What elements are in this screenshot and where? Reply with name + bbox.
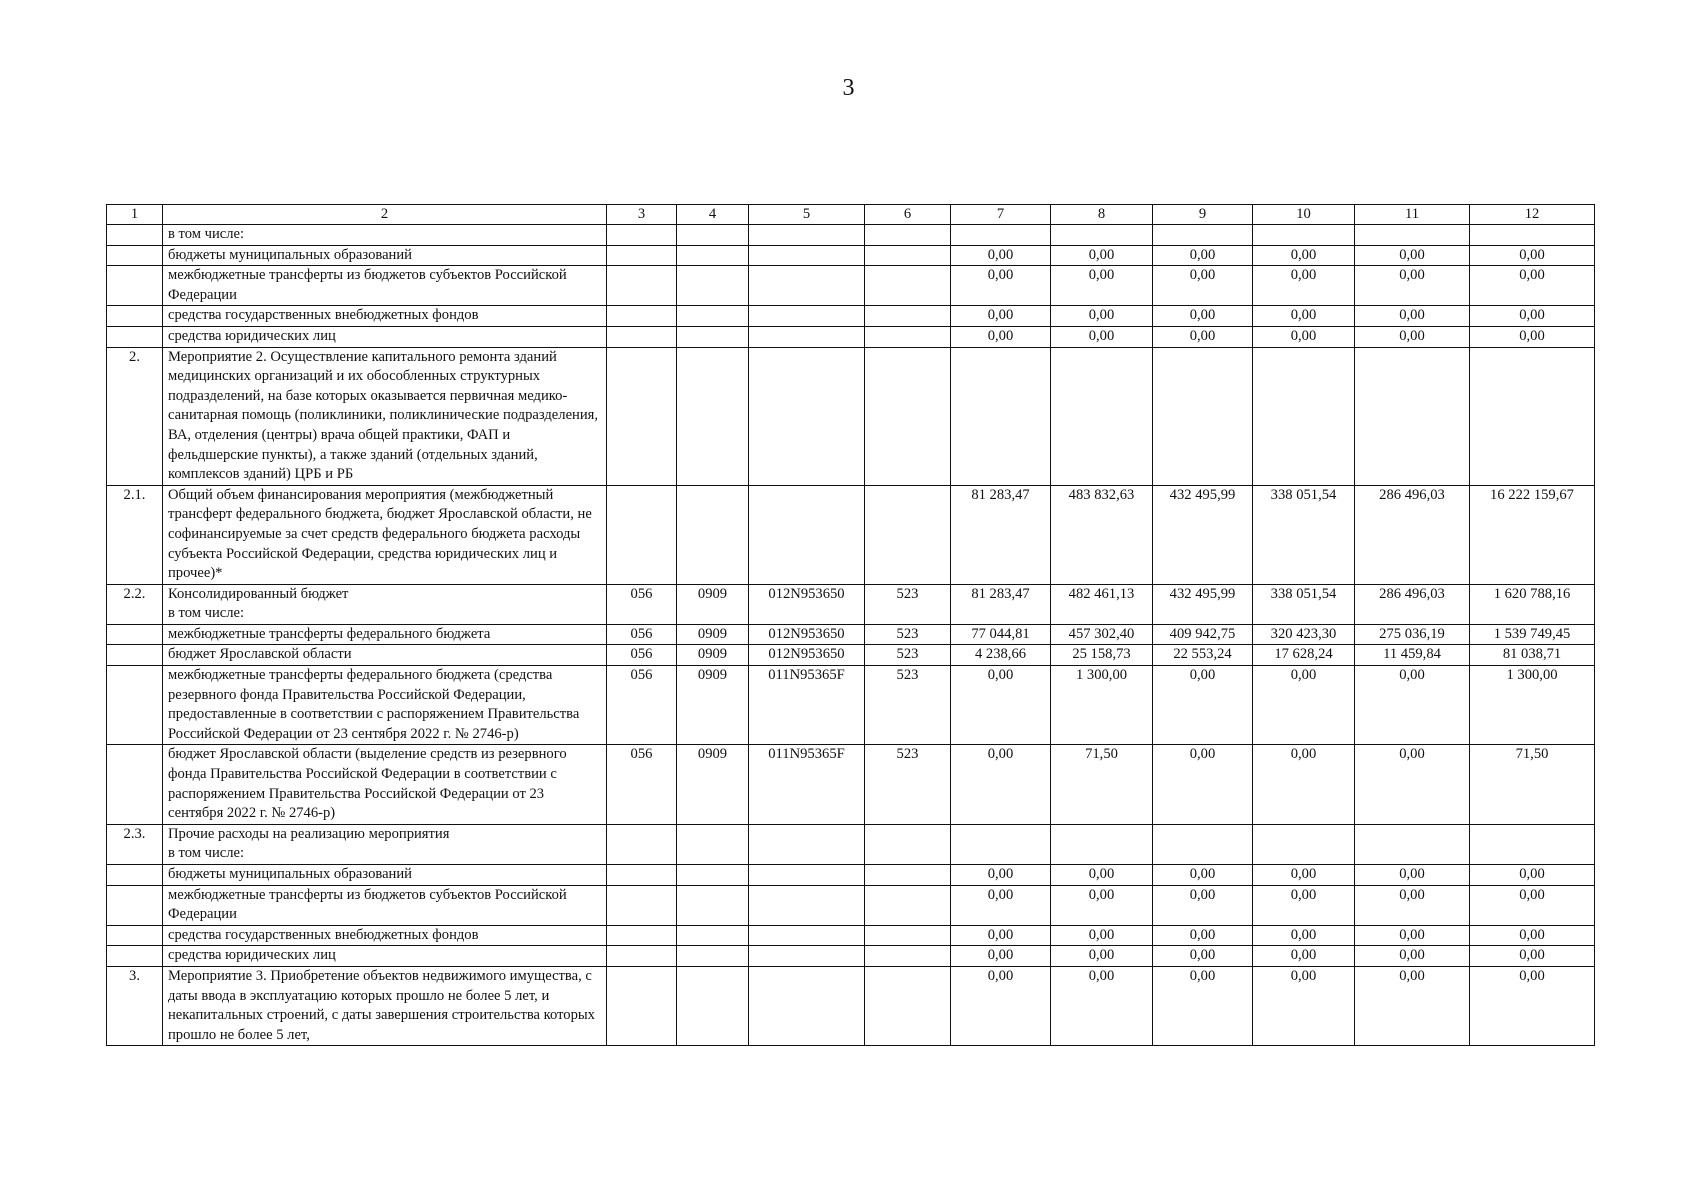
value-col11-cell: 0,00 bbox=[1355, 666, 1470, 745]
value-col12-cell: 0,00 bbox=[1470, 306, 1595, 327]
code-col6-cell: 523 bbox=[865, 666, 951, 745]
table-row bbox=[107, 666, 1595, 745]
value-col10-cell: 17 628,24 bbox=[1253, 645, 1355, 666]
code-col3-cell: 056 bbox=[607, 584, 677, 624]
row-number-cell: 2. bbox=[107, 347, 163, 485]
value-col7-cell: 77 044,81 bbox=[951, 624, 1051, 645]
value-col12-cell: 0,00 bbox=[1470, 865, 1595, 886]
code-col6-cell bbox=[865, 266, 951, 306]
column-header: 6 bbox=[865, 205, 951, 225]
code-col4-cell bbox=[677, 326, 749, 347]
code-col6-cell bbox=[865, 245, 951, 266]
code-col3-cell bbox=[607, 225, 677, 246]
row-description-cell: средства государственных внебюджетных фондов bbox=[163, 925, 607, 946]
code-col4-cell bbox=[677, 824, 749, 864]
value-col11-cell: 11 459,84 bbox=[1355, 645, 1470, 666]
column-header: 4 bbox=[677, 205, 749, 225]
code-col4-cell bbox=[677, 925, 749, 946]
code-col6-cell bbox=[865, 347, 951, 485]
value-col12-cell: 1 300,00 bbox=[1470, 666, 1595, 745]
code-col6-cell bbox=[865, 824, 951, 864]
code-col6-cell bbox=[865, 306, 951, 327]
row-description-cell: бюджет Ярославской области bbox=[163, 645, 607, 666]
value-col7-cell: 0,00 bbox=[951, 925, 1051, 946]
value-col9-cell bbox=[1153, 225, 1253, 246]
column-header: 7 bbox=[951, 205, 1051, 225]
value-col8-cell bbox=[1051, 824, 1153, 864]
value-col7-cell bbox=[951, 347, 1051, 485]
row-description-cell: средства юридических лиц bbox=[163, 946, 607, 967]
code-col5-cell: 012N953650 bbox=[749, 645, 865, 666]
value-col12-cell: 1 539 749,45 bbox=[1470, 624, 1595, 645]
row-number-cell bbox=[107, 266, 163, 306]
value-col11-cell: 286 496,03 bbox=[1355, 485, 1470, 584]
row-number-cell bbox=[107, 666, 163, 745]
value-col11-cell: 0,00 bbox=[1355, 266, 1470, 306]
value-col12-cell bbox=[1470, 824, 1595, 864]
value-col7-cell: 0,00 bbox=[951, 966, 1051, 1045]
value-col9-cell: 0,00 bbox=[1153, 266, 1253, 306]
budget-table bbox=[106, 204, 1595, 1046]
row-number-cell bbox=[107, 326, 163, 347]
value-col8-cell: 0,00 bbox=[1051, 245, 1153, 266]
code-col3-cell: 056 bbox=[607, 645, 677, 666]
code-col3-cell bbox=[607, 347, 677, 485]
table-row bbox=[107, 485, 1595, 584]
row-number-cell bbox=[107, 865, 163, 886]
value-col10-cell: 0,00 bbox=[1253, 245, 1355, 266]
code-col5-cell bbox=[749, 245, 865, 266]
value-col10-cell: 338 051,54 bbox=[1253, 584, 1355, 624]
value-col8-cell: 71,50 bbox=[1051, 745, 1153, 824]
row-description-cell: Общий объем финансирования мероприятия (межбюджетный трансферт федерального бюджета, бюджет Ярославской области, не софинансируемые за счет средств федерального бюджета расходы субъекта Российской Федерации, средства юридических лиц и прочее)* bbox=[163, 485, 607, 584]
code-col6-cell: 523 bbox=[865, 645, 951, 666]
row-description-cell: Мероприятие 2. Осуществление капитального ремонта зданий медицинских организаций и их обособленных структурных подразделений, на базе которых оказывается первичная медико-санитарная помощь (поликлиники, поликлинические подразделения, ВА, отделения (центры) врача общей практики, ФАП и фельдшерские пункты), а также зданий (отдельных зданий, комплексов зданий) ЦРБ и РБ bbox=[163, 347, 607, 485]
code-col3-cell bbox=[607, 266, 677, 306]
code-col6-cell bbox=[865, 225, 951, 246]
code-col3-cell bbox=[607, 824, 677, 864]
row-number-cell bbox=[107, 245, 163, 266]
code-col6-cell: 523 bbox=[865, 624, 951, 645]
row-description-cell: межбюджетные трансферты из бюджетов субъектов Российской Федерации bbox=[163, 266, 607, 306]
row-number-cell bbox=[107, 624, 163, 645]
code-col4-cell: 0909 bbox=[677, 624, 749, 645]
code-col6-cell bbox=[865, 885, 951, 925]
value-col12-cell: 0,00 bbox=[1470, 946, 1595, 967]
column-header: 3 bbox=[607, 205, 677, 225]
code-col3-cell: 056 bbox=[607, 624, 677, 645]
code-col3-cell bbox=[607, 326, 677, 347]
row-number-cell: 3. bbox=[107, 966, 163, 1045]
value-col8-cell: 0,00 bbox=[1051, 306, 1153, 327]
value-col12-cell bbox=[1470, 347, 1595, 485]
code-col3-cell bbox=[607, 245, 677, 266]
code-col6-cell bbox=[865, 865, 951, 886]
value-col9-cell bbox=[1153, 347, 1253, 485]
row-number-cell bbox=[107, 645, 163, 666]
code-col5-cell bbox=[749, 885, 865, 925]
value-col10-cell: 0,00 bbox=[1253, 266, 1355, 306]
value-col7-cell bbox=[951, 225, 1051, 246]
row-description-cell: Мероприятие 3. Приобретение объектов недвижимого имущества, с даты ввода в эксплуатацию которых прошло не более 5 лет, и некапитальных строений, с даты завершения строительства которых прошло не более 5 лет, bbox=[163, 966, 607, 1045]
code-col5-cell: 011N95365F bbox=[749, 745, 865, 824]
table-row bbox=[107, 865, 1595, 886]
value-col10-cell: 0,00 bbox=[1253, 946, 1355, 967]
budget-table-container bbox=[106, 204, 1594, 1046]
value-col9-cell bbox=[1153, 824, 1253, 864]
code-col3-cell bbox=[607, 966, 677, 1045]
column-header: 9 bbox=[1153, 205, 1253, 225]
value-col12-cell: 71,50 bbox=[1470, 745, 1595, 824]
code-col5-cell bbox=[749, 266, 865, 306]
table-row bbox=[107, 824, 1595, 864]
code-col5-cell bbox=[749, 925, 865, 946]
value-col9-cell: 0,00 bbox=[1153, 245, 1253, 266]
code-col4-cell bbox=[677, 946, 749, 967]
code-col4-cell bbox=[677, 225, 749, 246]
code-col4-cell bbox=[677, 306, 749, 327]
code-col5-cell bbox=[749, 865, 865, 886]
value-col12-cell: 0,00 bbox=[1470, 925, 1595, 946]
value-col12-cell: 16 222 159,67 bbox=[1470, 485, 1595, 584]
value-col11-cell bbox=[1355, 824, 1470, 864]
value-col10-cell: 338 051,54 bbox=[1253, 485, 1355, 584]
code-col4-cell bbox=[677, 266, 749, 306]
column-header: 5 bbox=[749, 205, 865, 225]
row-number-cell: 2.1. bbox=[107, 485, 163, 584]
code-col4-cell bbox=[677, 347, 749, 485]
code-col5-cell: 012N953650 bbox=[749, 584, 865, 624]
value-col8-cell: 25 158,73 bbox=[1051, 645, 1153, 666]
code-col3-cell bbox=[607, 885, 677, 925]
value-col9-cell: 0,00 bbox=[1153, 946, 1253, 967]
code-col5-cell: 011N95365F bbox=[749, 666, 865, 745]
value-col11-cell: 0,00 bbox=[1355, 745, 1470, 824]
value-col8-cell: 0,00 bbox=[1051, 885, 1153, 925]
value-col10-cell: 0,00 bbox=[1253, 925, 1355, 946]
value-col9-cell: 432 495,99 bbox=[1153, 485, 1253, 584]
row-number-cell bbox=[107, 306, 163, 327]
code-col3-cell bbox=[607, 485, 677, 584]
code-col6-cell bbox=[865, 326, 951, 347]
code-col6-cell: 523 bbox=[865, 584, 951, 624]
value-col7-cell: 0,00 bbox=[951, 745, 1051, 824]
row-number-cell bbox=[107, 745, 163, 824]
table-row bbox=[107, 245, 1595, 266]
value-col12-cell: 0,00 bbox=[1470, 266, 1595, 306]
value-col7-cell: 0,00 bbox=[951, 306, 1051, 327]
code-col6-cell bbox=[865, 485, 951, 584]
value-col12-cell: 81 038,71 bbox=[1470, 645, 1595, 666]
value-col11-cell: 286 496,03 bbox=[1355, 584, 1470, 624]
code-col5-cell bbox=[749, 485, 865, 584]
table-row bbox=[107, 584, 1595, 624]
value-col8-cell: 0,00 bbox=[1051, 266, 1153, 306]
code-col3-cell bbox=[607, 925, 677, 946]
row-number-cell bbox=[107, 225, 163, 246]
value-col9-cell: 432 495,99 bbox=[1153, 584, 1253, 624]
code-col5-cell bbox=[749, 966, 865, 1045]
code-col3-cell: 056 bbox=[607, 745, 677, 824]
page-number: 3 bbox=[842, 75, 855, 101]
value-col10-cell: 0,00 bbox=[1253, 865, 1355, 886]
value-col8-cell: 0,00 bbox=[1051, 946, 1153, 967]
table-body bbox=[107, 225, 1595, 1046]
code-col4-cell bbox=[677, 885, 749, 925]
value-col10-cell: 0,00 bbox=[1253, 885, 1355, 925]
value-col10-cell: 0,00 bbox=[1253, 745, 1355, 824]
value-col8-cell: 0,00 bbox=[1051, 925, 1153, 946]
table-row bbox=[107, 624, 1595, 645]
column-header: 8 bbox=[1051, 205, 1153, 225]
code-col4-cell: 0909 bbox=[677, 666, 749, 745]
code-col6-cell: 523 bbox=[865, 745, 951, 824]
value-col8-cell bbox=[1051, 347, 1153, 485]
row-number-cell: 2.2. bbox=[107, 584, 163, 624]
value-col9-cell: 409 942,75 bbox=[1153, 624, 1253, 645]
value-col8-cell: 0,00 bbox=[1051, 865, 1153, 886]
value-col9-cell: 22 553,24 bbox=[1153, 645, 1253, 666]
column-header: 1 bbox=[107, 205, 163, 225]
table-row bbox=[107, 306, 1595, 327]
value-col10-cell: 0,00 bbox=[1253, 666, 1355, 745]
value-col8-cell: 457 302,40 bbox=[1051, 624, 1153, 645]
value-col8-cell bbox=[1051, 225, 1153, 246]
table-row bbox=[107, 885, 1595, 925]
column-header: 10 bbox=[1253, 205, 1355, 225]
code-col3-cell bbox=[607, 946, 677, 967]
value-col10-cell: 0,00 bbox=[1253, 306, 1355, 327]
table-row bbox=[107, 347, 1595, 485]
value-col8-cell: 483 832,63 bbox=[1051, 485, 1153, 584]
code-col5-cell bbox=[749, 306, 865, 327]
value-col7-cell: 0,00 bbox=[951, 245, 1051, 266]
code-col3-cell bbox=[607, 306, 677, 327]
table-row bbox=[107, 925, 1595, 946]
table-row bbox=[107, 225, 1595, 246]
value-col8-cell: 0,00 bbox=[1051, 326, 1153, 347]
value-col9-cell: 0,00 bbox=[1153, 925, 1253, 946]
value-col7-cell: 0,00 bbox=[951, 865, 1051, 886]
row-description-cell: бюджеты муниципальных образований bbox=[163, 245, 607, 266]
code-col6-cell bbox=[865, 946, 951, 967]
value-col9-cell: 0,00 bbox=[1153, 666, 1253, 745]
value-col12-cell: 0,00 bbox=[1470, 885, 1595, 925]
value-col12-cell: 0,00 bbox=[1470, 966, 1595, 1045]
code-col5-cell bbox=[749, 225, 865, 246]
value-col9-cell: 0,00 bbox=[1153, 306, 1253, 327]
value-col11-cell: 0,00 bbox=[1355, 925, 1470, 946]
row-number-cell bbox=[107, 885, 163, 925]
value-col11-cell: 275 036,19 bbox=[1355, 624, 1470, 645]
code-col3-cell: 056 bbox=[607, 666, 677, 745]
row-description-cell: Консолидированный бюджет в том числе: bbox=[163, 584, 607, 624]
row-description-cell: средства государственных внебюджетных фондов bbox=[163, 306, 607, 327]
value-col11-cell: 0,00 bbox=[1355, 885, 1470, 925]
value-col9-cell: 0,00 bbox=[1153, 745, 1253, 824]
row-description-cell: межбюджетные трансферты федерального бюджета (средства резервного фонда Правительства Российской Федерации, предоставленные в соответствии с распоряжением Правительства Российской Федерации от 23 сентября 2022 г. № 2746-р) bbox=[163, 666, 607, 745]
value-col12-cell bbox=[1470, 225, 1595, 246]
value-col7-cell: 4 238,66 bbox=[951, 645, 1051, 666]
value-col10-cell bbox=[1253, 824, 1355, 864]
code-col4-cell bbox=[677, 865, 749, 886]
value-col11-cell bbox=[1355, 225, 1470, 246]
code-col3-cell bbox=[607, 865, 677, 886]
value-col7-cell: 0,00 bbox=[951, 666, 1051, 745]
column-header: 12 bbox=[1470, 205, 1595, 225]
code-col4-cell bbox=[677, 245, 749, 266]
code-col5-cell bbox=[749, 326, 865, 347]
row-description-cell: бюджет Ярославской области (выделение средств из резервного фонда Правительства Российской Федерации в соответствии с распоряжением Правительства Российской Федерации от 23 сентября 2022 г. № 2746-р) bbox=[163, 745, 607, 824]
value-col12-cell: 1 620 788,16 bbox=[1470, 584, 1595, 624]
code-col5-cell bbox=[749, 946, 865, 967]
value-col7-cell: 0,00 bbox=[951, 326, 1051, 347]
table-row bbox=[107, 966, 1595, 1045]
row-description-cell: бюджеты муниципальных образований bbox=[163, 865, 607, 886]
code-col6-cell bbox=[865, 966, 951, 1045]
header-row bbox=[107, 205, 1595, 225]
value-col9-cell: 0,00 bbox=[1153, 865, 1253, 886]
row-description-cell: Прочие расходы на реализацию мероприятия в том числе: bbox=[163, 824, 607, 864]
value-col7-cell: 0,00 bbox=[951, 885, 1051, 925]
value-col10-cell bbox=[1253, 225, 1355, 246]
table-row bbox=[107, 745, 1595, 824]
column-header: 11 bbox=[1355, 205, 1470, 225]
value-col7-cell: 0,00 bbox=[951, 946, 1051, 967]
table-row bbox=[107, 326, 1595, 347]
code-col4-cell bbox=[677, 485, 749, 584]
column-header: 2 bbox=[163, 205, 607, 225]
code-col4-cell bbox=[677, 966, 749, 1045]
row-description-cell: средства юридических лиц bbox=[163, 326, 607, 347]
value-col10-cell: 0,00 bbox=[1253, 326, 1355, 347]
value-col7-cell: 81 283,47 bbox=[951, 485, 1051, 584]
row-number-cell bbox=[107, 946, 163, 967]
value-col7-cell: 81 283,47 bbox=[951, 584, 1051, 624]
value-col11-cell: 0,00 bbox=[1355, 865, 1470, 886]
table-header bbox=[107, 205, 1595, 225]
value-col12-cell: 0,00 bbox=[1470, 326, 1595, 347]
value-col11-cell: 0,00 bbox=[1355, 306, 1470, 327]
value-col11-cell: 0,00 bbox=[1355, 326, 1470, 347]
table-row bbox=[107, 266, 1595, 306]
code-col6-cell bbox=[865, 925, 951, 946]
value-col10-cell bbox=[1253, 347, 1355, 485]
value-col8-cell: 0,00 bbox=[1051, 966, 1153, 1045]
code-col5-cell bbox=[749, 347, 865, 485]
value-col10-cell: 0,00 bbox=[1253, 966, 1355, 1045]
code-col4-cell: 0909 bbox=[677, 645, 749, 666]
value-col11-cell: 0,00 bbox=[1355, 966, 1470, 1045]
value-col12-cell: 0,00 bbox=[1470, 245, 1595, 266]
value-col11-cell bbox=[1355, 347, 1470, 485]
value-col11-cell: 0,00 bbox=[1355, 946, 1470, 967]
code-col5-cell: 012N953650 bbox=[749, 624, 865, 645]
code-col5-cell bbox=[749, 824, 865, 864]
value-col9-cell: 0,00 bbox=[1153, 966, 1253, 1045]
table-row bbox=[107, 946, 1595, 967]
value-col11-cell: 0,00 bbox=[1355, 245, 1470, 266]
value-col8-cell: 1 300,00 bbox=[1051, 666, 1153, 745]
value-col9-cell: 0,00 bbox=[1153, 885, 1253, 925]
row-description-cell: в том числе: bbox=[163, 225, 607, 246]
code-col4-cell: 0909 bbox=[677, 584, 749, 624]
value-col9-cell: 0,00 bbox=[1153, 326, 1253, 347]
code-col4-cell: 0909 bbox=[677, 745, 749, 824]
table-row bbox=[107, 645, 1595, 666]
value-col7-cell: 0,00 bbox=[951, 266, 1051, 306]
row-number-cell: 2.3. bbox=[107, 824, 163, 864]
row-description-cell: межбюджетные трансферты из бюджетов субъектов Российской Федерации bbox=[163, 885, 607, 925]
row-number-cell bbox=[107, 925, 163, 946]
value-col8-cell: 482 461,13 bbox=[1051, 584, 1153, 624]
row-description-cell: межбюджетные трансферты федерального бюджета bbox=[163, 624, 607, 645]
value-col10-cell: 320 423,30 bbox=[1253, 624, 1355, 645]
value-col7-cell bbox=[951, 824, 1051, 864]
